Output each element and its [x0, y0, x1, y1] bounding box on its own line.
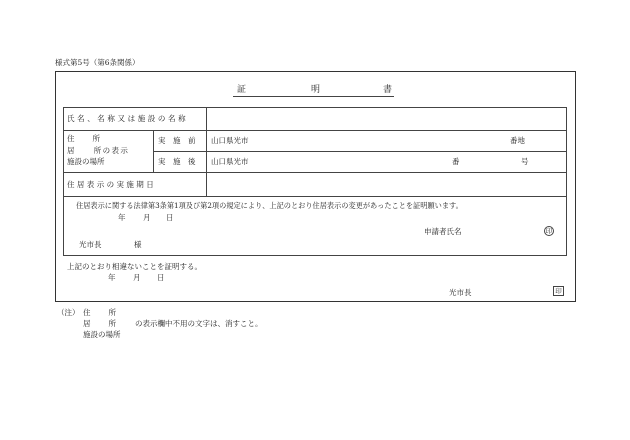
title-underline: [233, 96, 394, 97]
request-month: 月: [143, 213, 151, 222]
note-residence: 居 所: [83, 319, 117, 328]
title-char-3: 書: [383, 85, 393, 95]
row-divider: [63, 130, 567, 131]
note-address: 住 所: [83, 308, 117, 317]
after-go-label: 号: [521, 157, 529, 166]
row-divider: [153, 151, 567, 152]
row-divider: [63, 172, 567, 173]
after-label: 実 施 後: [158, 157, 196, 166]
column-divider: [206, 107, 207, 196]
title-char-2: 明: [311, 85, 321, 95]
mayor-label: 光市長: [449, 288, 472, 297]
note-prefix: （注）: [57, 308, 80, 317]
certify-month: 月: [133, 273, 141, 282]
addressee-honorific: 様: [134, 240, 142, 249]
name-label: 氏名、名称又は施設の名称: [67, 114, 189, 123]
addressee-label: 光市長: [79, 240, 102, 249]
implementation-date-label: 住居表示の実施期日: [67, 180, 157, 189]
after-ban-label: 番: [452, 157, 460, 166]
address-label: 住 所: [67, 134, 101, 143]
note-facility: 施設の場所: [83, 330, 121, 339]
title-char-1: 証: [237, 85, 247, 95]
mayor-seal-mark: 印: [553, 286, 564, 296]
request-year: 年: [118, 213, 126, 222]
after-prefecture-city: 山口県光市: [211, 157, 249, 166]
before-banchi-label: 番地: [510, 136, 525, 145]
before-label: 実 施 前: [158, 136, 196, 145]
request-day: 日: [166, 213, 174, 222]
residence-label: 居 所の表示: [67, 146, 130, 155]
request-text: 住居表示に関する法律第3条第1項及び第2項の規定により、上記のとおり住居表示の変更があったことを証明願います。: [76, 201, 463, 210]
certify-text: 上記のとおり相違ないことを証明する。: [67, 262, 202, 271]
before-prefecture-city: 山口県光市: [211, 136, 249, 145]
form-number-label: 様式第5号（第6条関係）: [55, 58, 140, 67]
certify-day: 日: [157, 273, 165, 282]
facility-label: 施設の場所: [67, 157, 105, 166]
applicant-seal-mark: 印: [545, 227, 553, 235]
column-divider: [153, 130, 154, 172]
note-instruction: の表示欄中不用の文字は、消すこと。: [135, 319, 263, 328]
applicant-name-label: 申請者氏名: [424, 227, 462, 236]
row-divider: [63, 196, 567, 197]
certify-year: 年: [108, 273, 116, 282]
